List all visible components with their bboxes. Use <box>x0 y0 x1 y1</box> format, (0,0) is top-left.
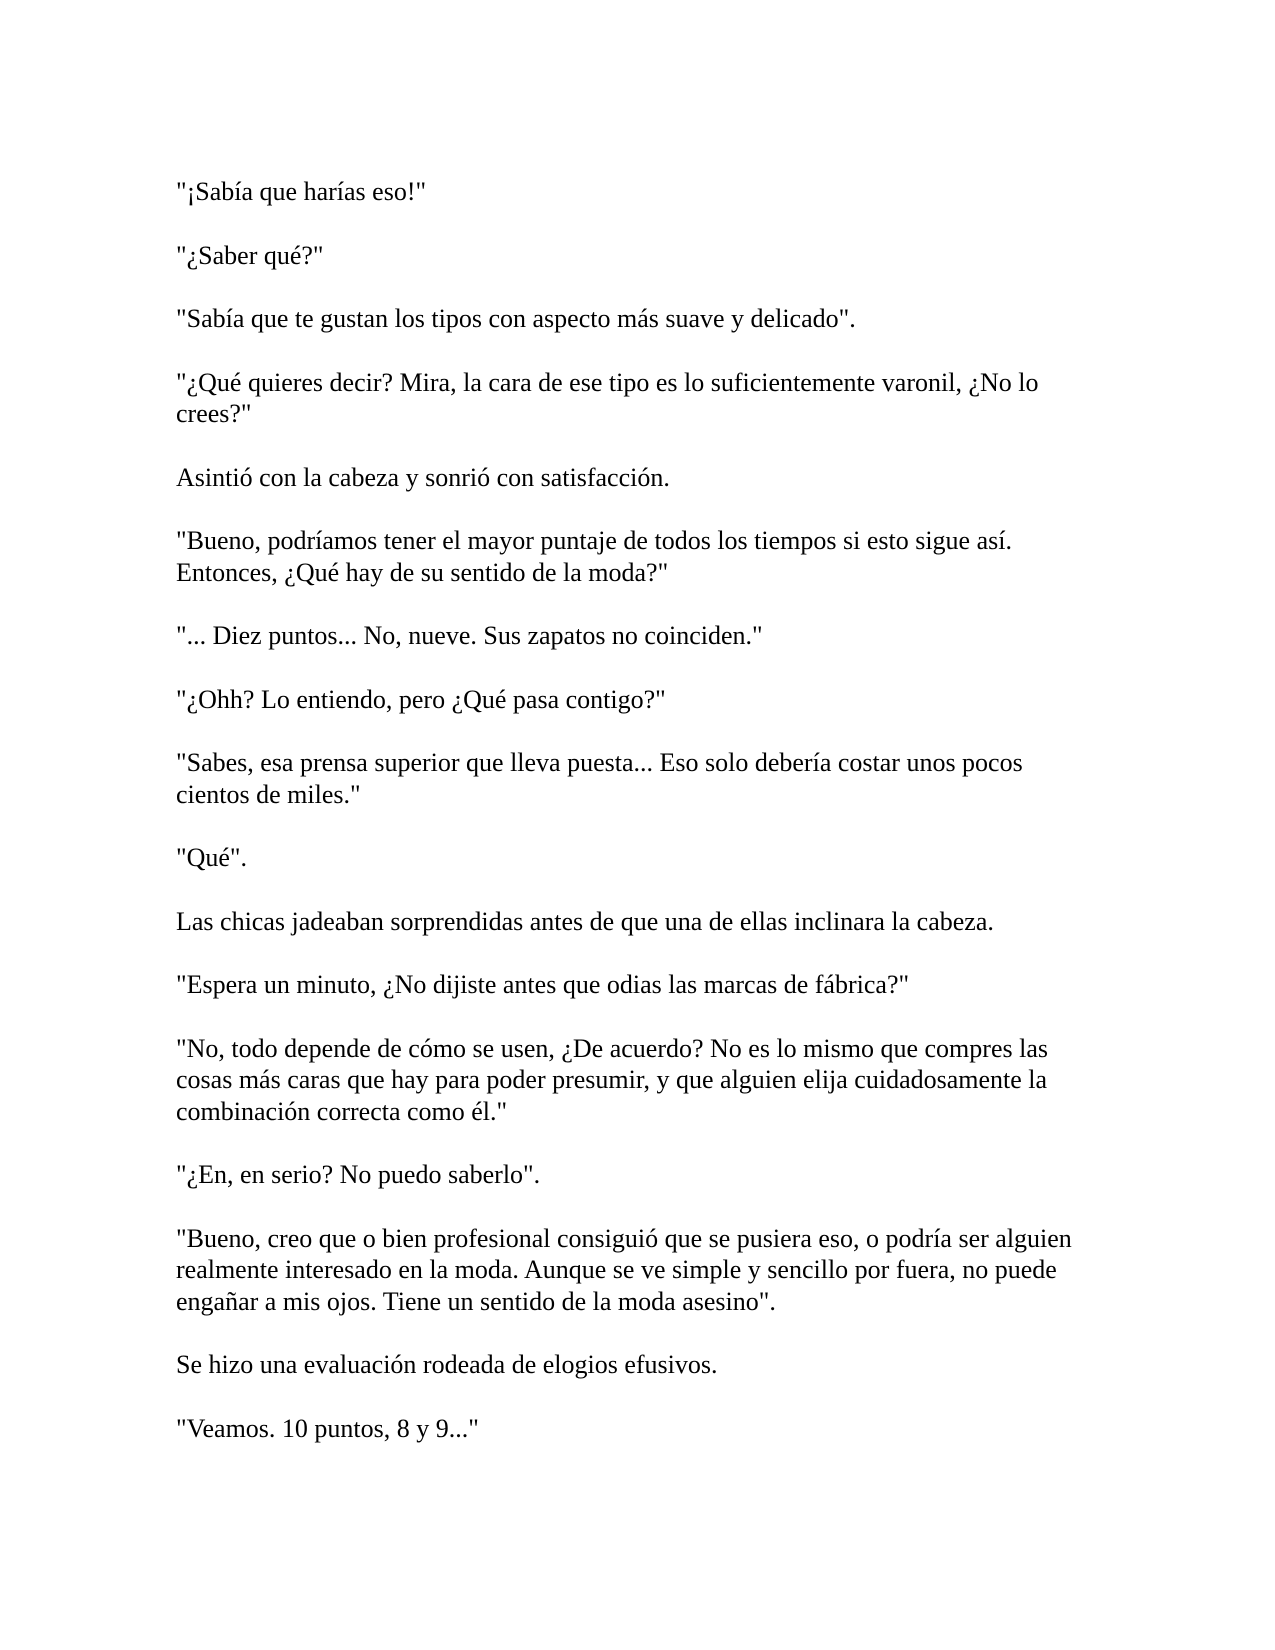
paragraph: "Veamos. 10 puntos, 8 y 9..." <box>176 1413 479 1443</box>
document-text-body <box>176 176 1101 1476</box>
paragraph: "Qué". <box>176 843 248 872</box>
paragraph: "Bueno, podríamos tener el mayor puntaje de todos los tiempos si esto sigue así. Entonces, ¿Qué hay de su sentido de la moda?" <box>176 526 1012 587</box>
paragraph: "¿Ohh? Lo entiendo, pero ¿Qué pasa contigo?" <box>176 684 666 714</box>
paragraph: Las chicas jadeaban sorprendidas antes de que una de ellas inclinara la cabeza. <box>176 906 994 936</box>
paragraph: "No, todo depende de cómo se usen, ¿De acuerdo? No es lo mismo que compres las cosas más caras que hay para poder presumir, y que alguien elija cuidadosamente la combinación correcta como él." <box>176 1033 1048 1126</box>
paragraph: "Bueno, creo que o bien profesional consiguió que se pusiera eso, o podría ser alguien realmente interesado en la moda. Aunque se ve simple y sencillo por fuera, no puede engañar a mis ojos. Tiene un sentido de la moda asesino". <box>176 1223 1072 1316</box>
paragraph: "... Diez puntos... No, nueve. Sus zapatos no coinciden." <box>176 621 763 650</box>
paragraph: Se hizo una evaluación rodeada de elogios efusivos. <box>176 1350 718 1379</box>
paragraph: "¿Qué quieres decir? Mira, la cara de ese tipo es lo suficientemente varonil, ¿No lo crees?" <box>176 367 1039 428</box>
paragraph: "Sabía que te gustan los tipos con aspecto más suave y delicado". <box>176 304 856 333</box>
paragraph: "¿Saber qué?" <box>176 240 324 270</box>
paragraph: "Espera un minuto, ¿No dijiste antes que odias las marcas de fábrica?" <box>176 970 910 999</box>
paragraph: "¡Sabía que harías eso!" <box>176 177 427 206</box>
paragraph: "¿En, en serio? No puedo saberlo". <box>176 1160 541 1189</box>
paragraph: "Sabes, esa prensa superior que lleva puesta... Eso solo debería costar unos pocos cientos de miles." <box>176 748 1023 809</box>
paragraph: Asintió con la cabeza y sonrió con satisfacción. <box>176 462 670 492</box>
